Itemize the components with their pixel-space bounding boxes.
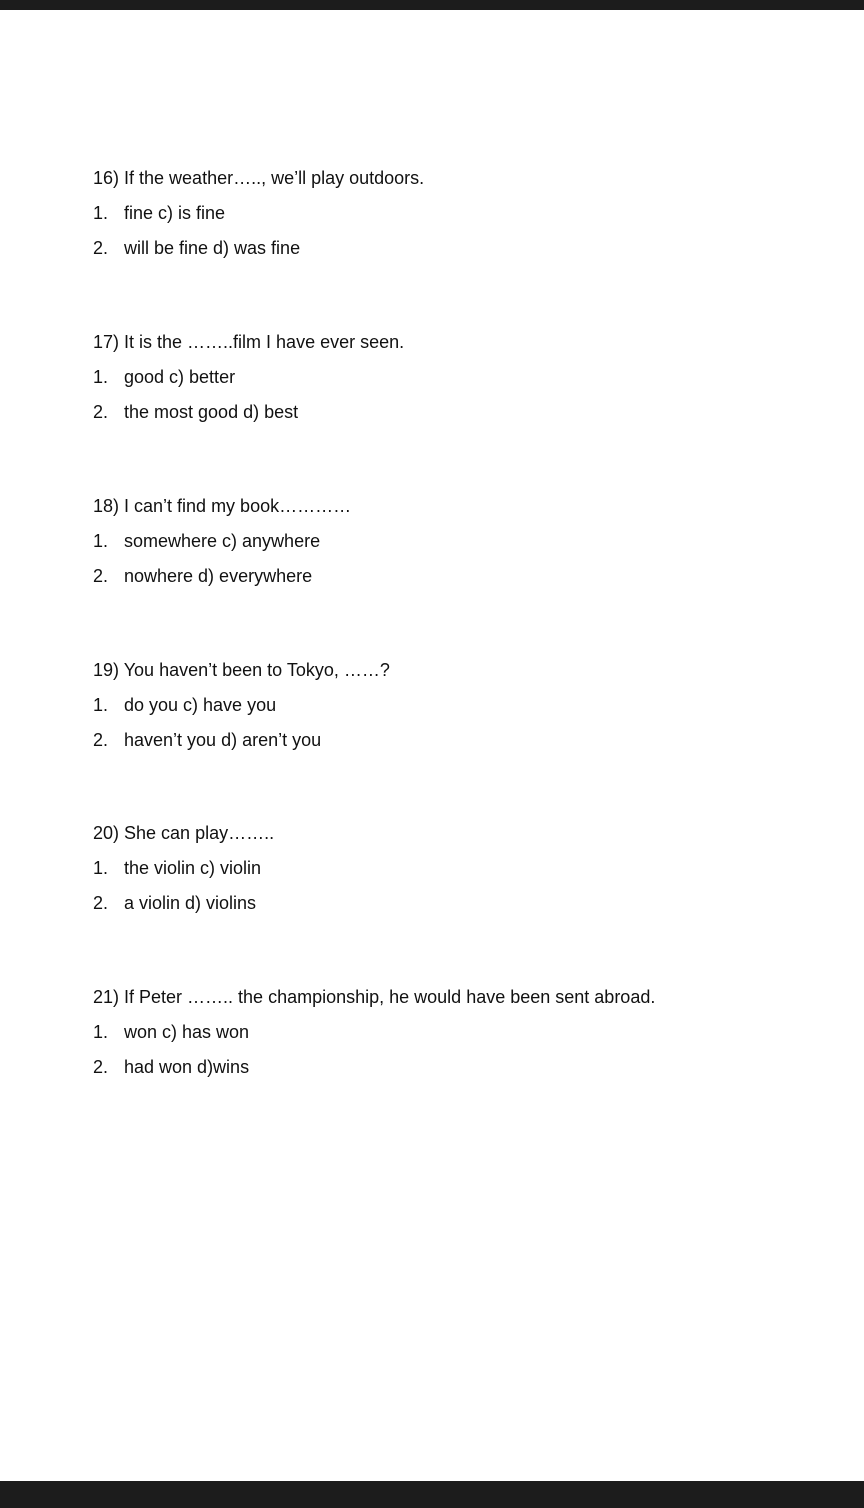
option-text: will be fine d) was fine [124,238,301,258]
option-text: a violin d) violins [124,893,257,913]
option-row [93,857,833,879]
option-number: 2. [93,730,109,750]
option-text: fine c) is fine [124,203,226,223]
option-number: 1. [93,858,109,878]
option-text: the most good d) best [124,402,299,422]
question-20 [93,822,833,914]
question-21 [93,986,833,1078]
question-prompt: 16) If the weather….., we’ll play outdoors. [93,168,425,188]
bottom-border-bar [0,1481,864,1508]
option-text: had won d)wins [124,1057,250,1077]
option-text: nowhere d) everywhere [124,566,313,586]
top-border-bar [0,0,864,10]
option-number: 2. [93,893,109,913]
question-prompt: 21) If Peter …….. the championship, he would have been sent abroad. [93,987,656,1007]
option-text: do you c) have you [124,695,277,715]
option-text: good c) better [124,367,236,387]
option-number: 1. [93,203,109,223]
option-text: somewhere c) anywhere [124,531,321,551]
question-19 [93,659,833,751]
option-row [93,530,833,552]
option-row [93,366,833,388]
question-16 [93,167,833,259]
option-row [93,401,833,423]
option-number: 1. [93,367,109,387]
option-row [93,892,833,914]
option-text: won c) has won [124,1022,250,1042]
option-number: 2. [93,566,109,586]
option-row [93,729,833,751]
option-row [93,694,833,716]
option-row [93,202,833,224]
option-number: 2. [93,238,109,258]
option-number: 1. [93,531,109,551]
option-number: 1. [93,1022,109,1042]
option-number: 1. [93,695,109,715]
question-prompt: 17) It is the ……..film I have ever seen. [93,332,405,352]
question-prompt: 20) She can play…….. [93,823,275,843]
option-row [93,565,833,587]
question-prompt: 19) You haven’t been to Tokyo, ……? [93,660,390,680]
document-page [0,10,864,1481]
question-prompt: 18) I can’t find my book………… [93,496,352,516]
option-row [93,1056,833,1078]
option-text: the violin c) violin [124,858,262,878]
option-row [93,237,833,259]
question-18 [93,495,833,587]
question-17 [93,331,833,423]
option-text: haven’t you d) aren’t you [124,730,322,750]
option-number: 2. [93,402,109,422]
option-number: 2. [93,1057,109,1077]
option-row [93,1021,833,1043]
